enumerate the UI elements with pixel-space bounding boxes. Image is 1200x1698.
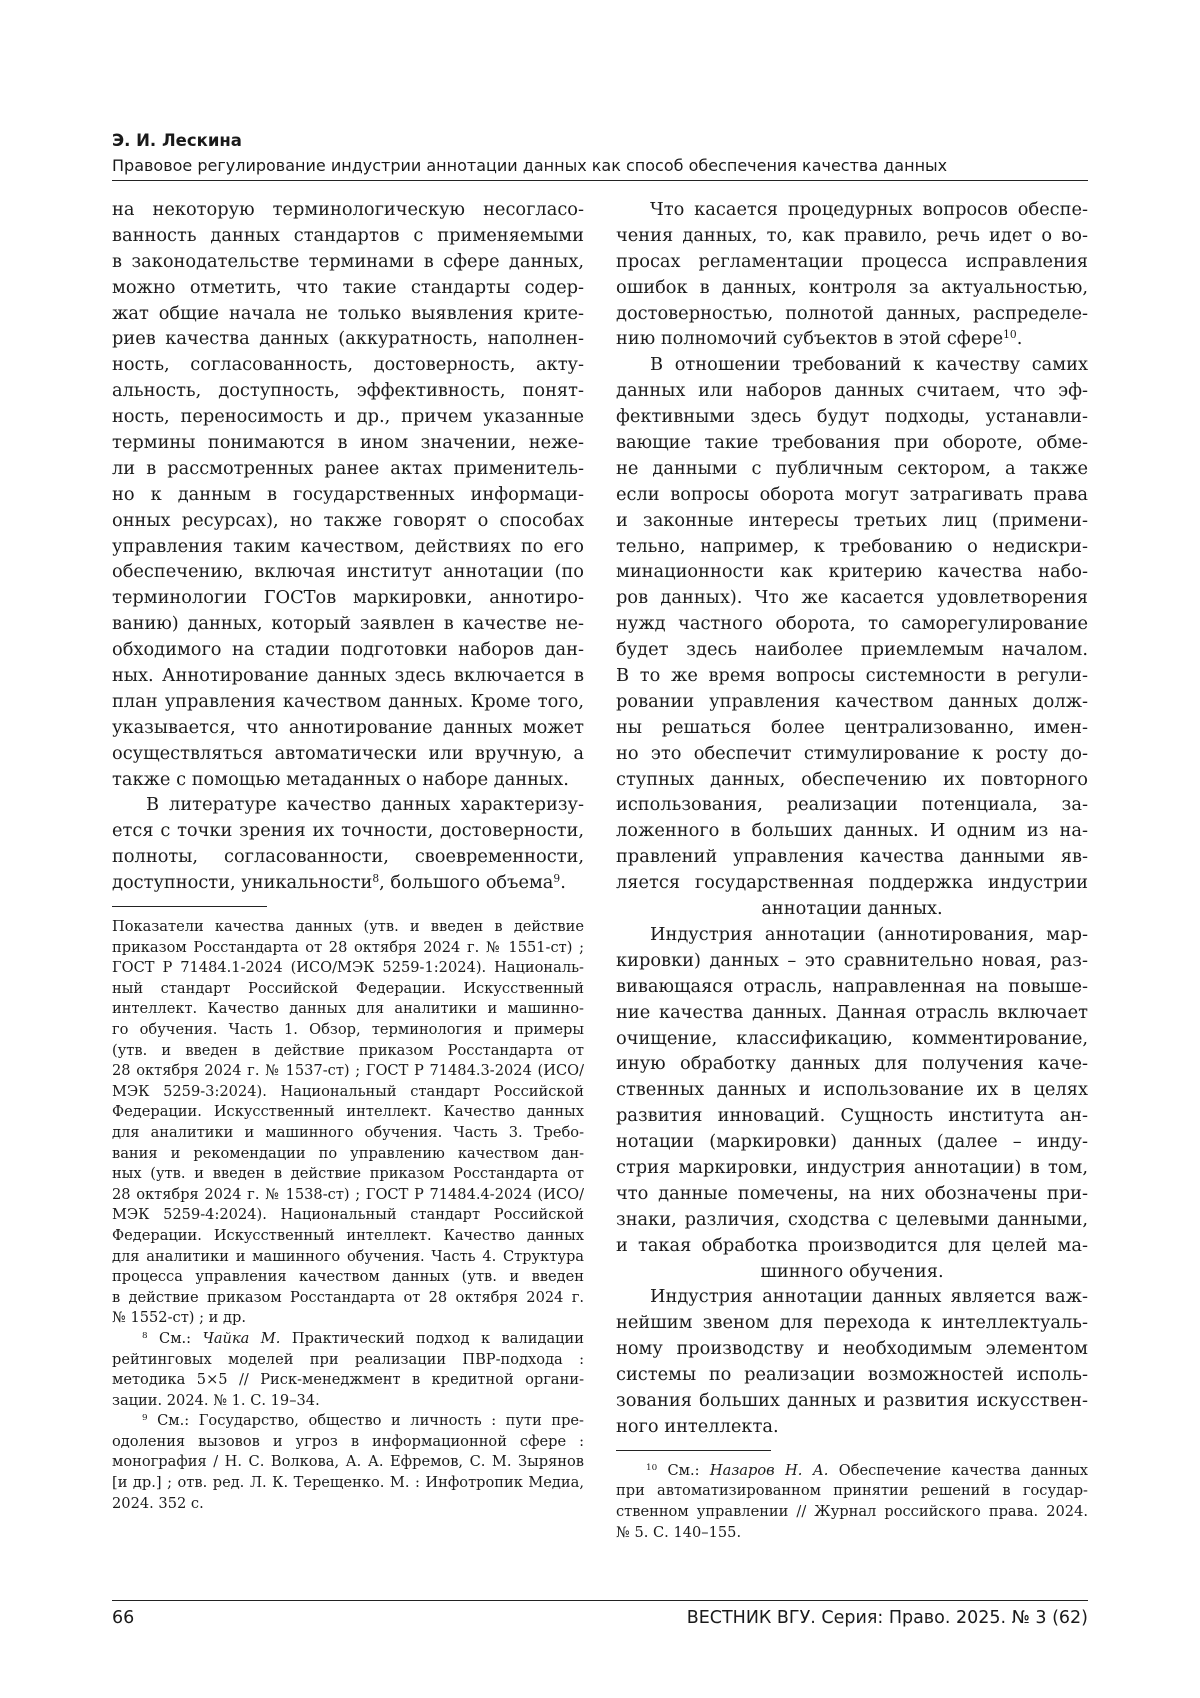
text-line: ному производству и необходимым элементом	[616, 1338, 1088, 1360]
footnote-line: МЭК 5259-3:2024). Национальный стандарт Российской	[112, 1082, 584, 1100]
text-line: аннотации данных.	[761, 898, 943, 920]
footnote-8-first-line	[112, 1329, 584, 1350]
footnote-number-10: 10	[646, 1462, 658, 1473]
text-line: что данные помечены, на них обозначены при-	[616, 1182, 1088, 1204]
footnote-number-8: 8	[142, 1331, 148, 1342]
footnote-line: го обучения. Часть 1. Обзор, терминология и примеры	[112, 1021, 584, 1039]
text-line: будет здесь наиболее приемлемым началом.	[616, 639, 1088, 661]
text-line: доступности, уникальности$^8$, большого объема$^9$.	[112, 872, 566, 894]
text-fragment: нию полномочий субъектов в этой сфере	[616, 328, 1004, 350]
text-line: управления таким качеством, действиях по его	[112, 535, 584, 557]
text-line: и такая обработка производится для целей ма-	[616, 1234, 1088, 1256]
text-line: риев качества данных (аккуратность, наполнен-	[112, 328, 584, 350]
text-line: Индустрия аннотации данных является важ-	[650, 1286, 1088, 1308]
text-line: осуществляться автоматически или вручную, а	[112, 742, 584, 764]
text-line: полноты, согласованности, своевременности,	[112, 846, 584, 868]
text-line: правлений управления качества данными яв-	[616, 846, 1088, 868]
text-line: но к данным в государственных информаци-	[112, 483, 584, 505]
footnote-10-first-line	[616, 1461, 1088, 1482]
text-line: нотации (маркировки) данных (далее – инду-	[616, 1131, 1088, 1153]
text-fragment: См.: Государство, общество и личность : пути пре-	[147, 1412, 584, 1430]
text-line: В то же время вопросы системности в регули-	[616, 665, 1088, 687]
cited-author: Назаров Н. А.	[709, 1461, 829, 1479]
text-line: Что касается процедурных вопросов обеспе-	[650, 199, 1088, 220]
footnote-line: [и др.] ; отв. ред. Л. К. Терещенко. М. : Инфотропик Медиа,	[112, 1474, 584, 1492]
text-line: просах регламентации процесса исправления	[616, 250, 1088, 272]
text-fragment: Обеспечение качества данных	[828, 1461, 1088, 1479]
running-header-author: Э. И. Лескина	[112, 131, 242, 150]
left-body-text	[112, 197, 584, 896]
text-fragment: См.:	[657, 1461, 710, 1479]
footnote-line: ГОСТ Р 71484.1-2024 (ИСО/МЭК 5259-1:2024). Националь-	[112, 959, 584, 977]
text-line: ванию) данных, который заявлен в качестве не-	[112, 613, 584, 635]
text-line: системы по реализации возможностей исполь-	[616, 1364, 1088, 1386]
running-header-title: Правовое регулирование индустрии аннотации данных как способ обеспечения качества данных	[112, 156, 948, 175]
text-fragment: Практический подход к валидации	[280, 1329, 584, 1347]
footer-divider	[112, 1600, 1088, 1601]
text-line: В отношении требований к качеству самих	[650, 354, 1088, 376]
text-line: минационности как критерию качества набо-	[616, 561, 1088, 583]
text-line: зования больших данных и развития искусствен-	[616, 1389, 1088, 1411]
text-line: достоверностью, полнотой данных, распределе-	[616, 302, 1088, 324]
text-line: шинного обучения.	[760, 1260, 944, 1282]
left-column	[112, 197, 584, 1514]
text-line: использования, реализации потенциала, за-	[616, 794, 1088, 816]
text-line: можно отметить, что такие стандарты содер-	[112, 276, 584, 298]
footnote-line: одоления вызовов и угроз в информационной сфере :	[112, 1432, 584, 1450]
text-line: нию полномочий субъектов в этой сфере$^{10}$.	[616, 328, 1023, 350]
text-line: вивающаяся отрасль, направленная на повыше-	[616, 975, 1088, 997]
footnote-ref-10[interactable]: 10	[1003, 328, 1017, 342]
footnote-line: МЭК 5259-4:2024). Национальный стандарт Российской	[112, 1206, 584, 1224]
text-line: вающие такие требования при обороте, обме-	[616, 432, 1088, 454]
footnote-number-9: 9	[142, 1413, 148, 1424]
text-line: чения данных, то, как правило, речь идет о во-	[616, 224, 1088, 246]
text-line: термины понимаются в ином значении, неже-	[112, 432, 584, 454]
footnote-line: Федерации. Искусственный интеллект. Качество данных	[112, 1226, 584, 1244]
footnote-line: в действие приказом Росстандарта от 28 октября 2024 г.	[112, 1288, 584, 1306]
footnote-divider	[616, 1450, 771, 1451]
left-footnotes	[112, 917, 584, 1514]
text-line: обеспечению, включая институт аннотации (по	[112, 561, 584, 583]
text-line: ступных данных, обеспечению их повторного	[616, 768, 1088, 790]
text-line: ность, согласованность, достоверность, акту-	[112, 354, 584, 376]
footnote-line: 28 октября 2024 г. № 1538-ст) ; ГОСТ Р 71484.4-2024 (ИСО/	[112, 1185, 584, 1203]
footnote-line: для аналитики и машинного обучения. Часть 3. Требо-	[112, 1123, 584, 1141]
text-line: Индустрия аннотации (аннотирования, мар-	[650, 923, 1088, 945]
text-line: ляется государственная поддержка индустрии	[616, 872, 1088, 894]
text-line: стрия маркировки, индустрия аннотации) в том,	[616, 1156, 1088, 1178]
right-body-text	[616, 197, 1088, 1440]
footnote-line: при автоматизированном принятии решений в государ-	[616, 1482, 1088, 1500]
text-line: ложенного в больших данных. И одним из на-	[616, 820, 1088, 842]
text-line: но это обеспечит стимулирование к росту до-	[616, 742, 1088, 764]
text-line: терминологии ГОСТов маркировки, аннотиро-	[112, 587, 584, 609]
right-column	[616, 197, 1088, 1543]
text-line: и законные интересы третьих лиц (примени-	[616, 509, 1088, 531]
footnote-line: (утв. и введен в действие приказом Росстандарта от	[112, 1041, 584, 1059]
text-fragment: доступности, уникальности	[112, 872, 373, 894]
text-line: если вопросы оборота могут затрагивать права	[616, 483, 1088, 505]
text-line: ность, переносимость и др., причем указанные	[112, 406, 584, 428]
text-line: ется с точки зрения их точности, достоверности,	[112, 820, 584, 842]
footnote-line: интеллект. Качество данных для аналитики и машинно-	[112, 1000, 584, 1018]
text-line: кировки) данных – это сравнительно новая, раз-	[616, 949, 1088, 971]
header-divider	[112, 180, 1088, 181]
footnote-line: монография / Н. С. Волкова, А. А. Ефремов, С. М. Зырянов	[112, 1453, 584, 1471]
text-line: ванность данных стандартов с применяемыми	[112, 224, 584, 246]
text-line: В литературе качество данных характеризу-	[146, 794, 584, 816]
text-line: нужд частного оборота, то саморегулирование	[616, 613, 1088, 635]
footnote-line: ных (утв. и введен в действие приказом Росстандарта от	[112, 1165, 584, 1183]
text-line: план управления качеством данных. Кроме того,	[112, 690, 584, 712]
text-line: ровании управления качеством данных долж-	[616, 690, 1088, 712]
text-line: жат общие начала не только выявления крите-	[112, 302, 584, 324]
text-line: не данными с публичным сектором, а также	[616, 457, 1088, 479]
text-line: ошибок в данных, контроля за актуальностью,	[616, 276, 1088, 298]
text-line: в законодательстве терминами в сфере данных,	[112, 250, 584, 272]
cited-author: Чайка М.	[202, 1329, 281, 1347]
text-line: также с помощью метаданных о наборе данных.	[112, 768, 569, 790]
text-fragment: См.:	[147, 1329, 203, 1347]
footnote-line: ный стандарт Российской Федерации. Искусственный	[112, 979, 584, 997]
footnote-line: процесса управления качеством данных (утв. и введен	[112, 1268, 584, 1286]
footnote-line: приказом Росстандарта от 28 октября 2024 г. № 1551-ст) ;	[112, 938, 584, 956]
text-line: очищение, классификацию, комментирование,	[616, 1027, 1088, 1049]
footnote-line: для аналитики и машинного обучения. Часть 4. Структура	[112, 1247, 584, 1265]
text-line: ных. Аннотирование данных здесь включается в	[112, 665, 584, 687]
text-line: фективными здесь будут подходы, устанавли-	[616, 406, 1088, 428]
text-line: нейшим звеном для перехода к интеллектуаль-	[616, 1312, 1088, 1334]
text-line: ров данных). Что же касается удовлетворения	[616, 587, 1088, 609]
text-line: знаки, различия, сходства с целевыми данными,	[616, 1208, 1088, 1230]
footnote-line: Показатели качества данных (утв. и введен в действие	[112, 918, 584, 936]
text-line: онных ресурсах), но также говорят о способах	[112, 509, 584, 531]
page-number: 66	[112, 1608, 135, 1628]
footnote-line: Федерации. Искусственный интеллект. Качество данных	[112, 1103, 584, 1121]
text-fragment: , большого объема	[379, 872, 554, 894]
footnote-9-first-line	[112, 1411, 584, 1432]
footnote-line: методика 5×5 // Риск-менеджмент в кредитной органи-	[112, 1371, 584, 1389]
footnote-line: 2024. 352 с.	[112, 1494, 204, 1512]
footnote-line: вания и рекомендации по управлению качеством дан-	[112, 1144, 584, 1162]
text-line: тельно, например, к требованию о недискри-	[616, 535, 1088, 557]
footnote-line: 28 октября 2024 г. № 1537-ст) ; ГОСТ Р 71484.3-2024 (ИСО/	[112, 1062, 584, 1080]
footnote-line: рейтинговых моделей при реализации ПВР-подхода :	[112, 1350, 584, 1368]
text-line: данных или наборов данных считаем, что эф-	[616, 380, 1088, 402]
text-line: ны решаться более централизованно, имен-	[616, 716, 1088, 738]
text-line: на некоторую терминологическую несогласо-	[112, 199, 584, 220]
footnote-divider	[112, 906, 267, 907]
footnote-line: ственном управлении // Журнал российского права. 2024.	[616, 1502, 1088, 1520]
footnote-ref-8[interactable]: 8	[372, 872, 380, 886]
footnote-ref-9[interactable]: 9	[553, 872, 561, 886]
right-footnotes	[616, 1461, 1088, 1543]
text-line: иную обработку данных для получения каче-	[616, 1053, 1088, 1075]
footnote-line: № 1552-ст) ; и др.	[112, 1309, 246, 1327]
text-line: развития инноваций. Сущность института ан-	[616, 1105, 1088, 1127]
journal-name: ВЕСТНИК ВГУ. Серия: Право. 2025. № 3 (62)	[686, 1608, 1088, 1628]
footnote-line: зации. 2024. № 1. С. 19–34.	[112, 1391, 320, 1409]
text-line: ственных данных и использование их в целях	[616, 1079, 1088, 1101]
text-line: ние качества данных. Данная отрасль включает	[616, 1001, 1088, 1023]
text-line: ли в рассмотренных ранее актах применитель-	[112, 457, 584, 479]
footnote-line: № 5. С. 140–155.	[616, 1523, 742, 1541]
text-line: ного интеллекта.	[616, 1415, 779, 1437]
text-line: обходимого на стадии подготовки наборов дан-	[112, 639, 584, 661]
text-line: указывается, что аннотирование данных может	[112, 716, 584, 738]
text-line: альность, доступность, эффективность, понят-	[112, 380, 584, 402]
